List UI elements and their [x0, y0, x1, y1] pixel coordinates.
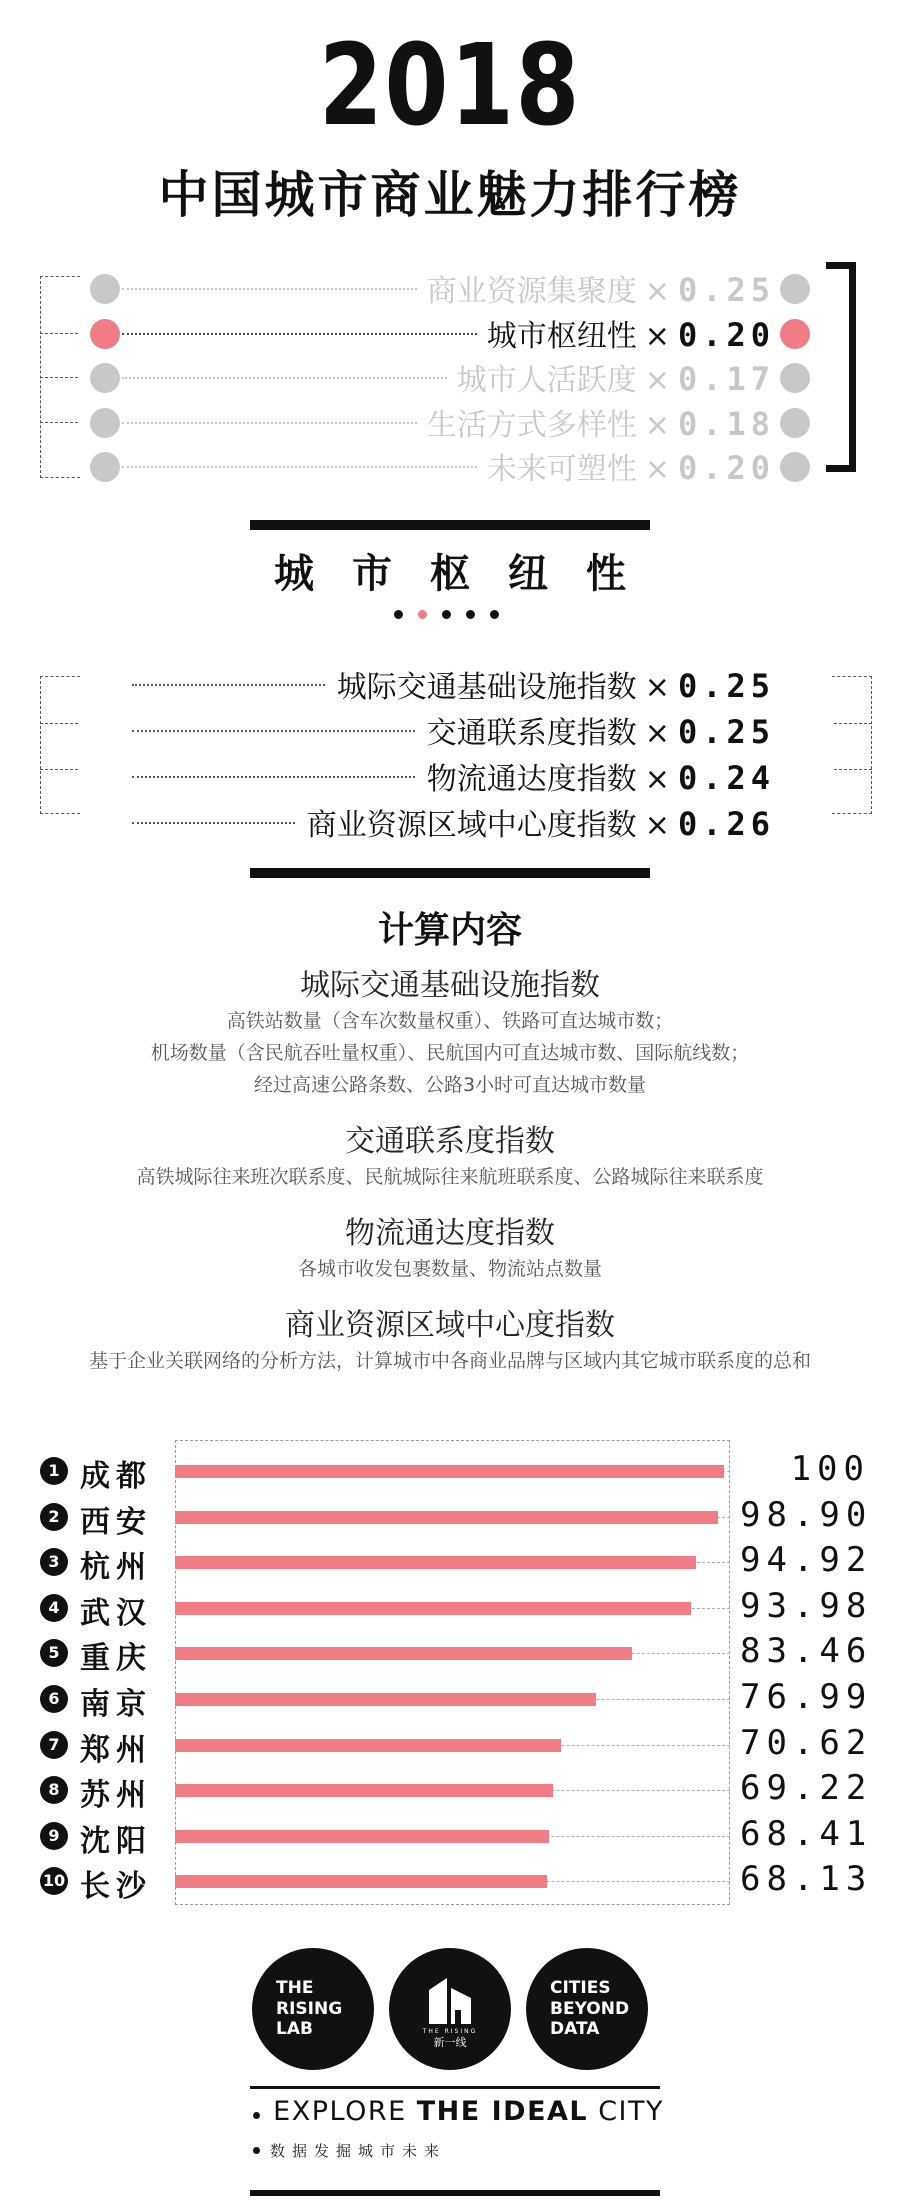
- bar: [175, 1693, 596, 1706]
- sub-index-label: [307, 800, 775, 844]
- rank-number: 1: [40, 1457, 68, 1485]
- sub-index-label: [427, 708, 775, 752]
- calc-item-desc: 机场数量（含民航吞吐量权重）、民航国内可直达城市数、国际航线数；: [150, 1042, 750, 1064]
- value-label: 68.41: [740, 1813, 873, 1854]
- factor-row: [0, 351, 900, 398]
- rank-number: 6: [40, 1685, 68, 1713]
- left-dashed-tick: [40, 769, 78, 770]
- factor-label: [427, 400, 775, 444]
- value-label: 70.62: [740, 1722, 873, 1763]
- subline: 数据发掘城市未来: [270, 2142, 447, 2160]
- factor-name: 商业资源集聚度: [426, 274, 637, 309]
- value-label: 76.99: [740, 1677, 873, 1717]
- factor-weight: 0.18: [677, 404, 775, 443]
- rank-row: [0, 1813, 900, 1859]
- rank-number: 8: [40, 1776, 68, 1804]
- value-label: 83.46: [740, 1631, 873, 1672]
- sub-index-name: 城际交通基础设施指数: [336, 670, 637, 705]
- rank-number: 10: [40, 1867, 68, 1895]
- value-label: 68.13: [740, 1859, 873, 1900]
- bar: [175, 1875, 547, 1888]
- city-name: 西安: [80, 1504, 152, 1540]
- rank-number: 7: [40, 1731, 68, 1759]
- city-name: 南京: [80, 1687, 152, 1722]
- factor-name: 城市人活跃度: [456, 363, 637, 398]
- right-dashed-tick: [834, 769, 872, 770]
- ranking-chart: [0, 1440, 900, 1910]
- footer-divider: [250, 2086, 660, 2089]
- page-dot: [490, 610, 499, 619]
- factor-dot: [90, 274, 120, 304]
- factor-bracket: [826, 262, 856, 472]
- city-name: 沈阳: [80, 1823, 152, 1859]
- city-name: 长沙: [80, 1869, 152, 1905]
- city-name: 武汉: [80, 1595, 152, 1631]
- right-dashed-tick: [834, 723, 872, 724]
- calc-item-desc: 基于企业关联网络的分析方法，计算城市中各商业品牌与区域内其它城市联系度的总和: [88, 1350, 811, 1372]
- factor-name: 未来可塑性: [486, 452, 637, 487]
- calc-item-name: 城际交通基础设施指数: [300, 968, 600, 1003]
- multiply-sign: ×: [644, 670, 670, 705]
- factor-dot: [780, 319, 810, 349]
- factor-dot: [780, 363, 810, 393]
- tagline-light: EXPLORE: [273, 2096, 417, 2127]
- factor-row: [0, 262, 900, 309]
- rank-number: 9: [40, 1822, 68, 1850]
- building-icon: [427, 1976, 473, 2026]
- factor-label: [457, 355, 775, 399]
- sub-index-weight: 0.26: [677, 805, 775, 843]
- rank-row: [0, 1722, 900, 1768]
- factor-weight: 0.25: [677, 271, 775, 309]
- sub-index-row: [0, 660, 900, 706]
- sub-index-weight: 0.25: [677, 667, 775, 705]
- factor-label: [487, 444, 775, 488]
- bar: [175, 1511, 718, 1524]
- rank-row: [0, 1448, 900, 1494]
- rank-row: [0, 1585, 900, 1631]
- divider-bar: [250, 868, 650, 878]
- factor-weight: 0.20: [677, 449, 775, 487]
- factor-leader-line: [122, 333, 477, 335]
- rank-row: [0, 1630, 900, 1676]
- factor-row: [0, 396, 900, 443]
- left-dashed-tick: [40, 723, 78, 724]
- rank-row: [0, 1539, 900, 1585]
- value-label: 93.98: [740, 1585, 873, 1626]
- multiply-sign: ×: [644, 318, 670, 354]
- calc-item-desc: 各城市收发包裹数量、物流站点数量: [297, 1258, 602, 1280]
- sub-leader-line: [132, 730, 415, 732]
- factor-name: 生活方式多样性: [426, 407, 637, 443]
- footer-bottom-bar: [250, 2190, 660, 2196]
- factor-leader-line: [122, 377, 447, 379]
- cities-beyond-data-logo: [526, 1948, 648, 2070]
- bar: [175, 1465, 724, 1478]
- bar: [175, 1784, 553, 1797]
- multiply-sign: ×: [644, 808, 670, 843]
- rank-number: 5: [40, 1639, 68, 1667]
- sub-index-name: 物流通达度指数: [426, 762, 637, 797]
- bar: [175, 1830, 549, 1843]
- bullet-dot: [253, 2147, 260, 2154]
- factor-leader-line: [122, 288, 417, 290]
- bar: [175, 1602, 691, 1615]
- logo-label: CITIES BEYOND DATA: [550, 1978, 630, 2040]
- city-name: 成都: [80, 1459, 152, 1494]
- page-title: 中国城市商业魅力排行榜: [158, 166, 742, 224]
- value-label: 98.90: [740, 1494, 873, 1535]
- sub-index-row: [0, 706, 900, 752]
- city-name: 郑州: [80, 1732, 152, 1768]
- city-name: 杭州: [80, 1550, 152, 1586]
- multiply-sign: ×: [644, 274, 670, 309]
- sub-index-label: [427, 754, 775, 798]
- value-label: 69.22: [740, 1768, 873, 1809]
- sub-leader-line: [132, 822, 295, 824]
- factor-left-tick: [40, 377, 78, 378]
- left-dashed-bracket: [40, 676, 80, 814]
- calc-item-desc: 高铁城际往来班次联系度、民航城际往来航班联系度、公路城际往来联系度: [136, 1166, 764, 1188]
- factor-weight: 0.17: [677, 360, 775, 398]
- city-name: 苏州: [80, 1778, 152, 1814]
- factor-dot: [90, 408, 120, 438]
- factor-leader-line: [122, 422, 417, 424]
- logo-small-text: THE RISING: [422, 2028, 478, 2035]
- multiply-sign: ×: [644, 407, 670, 443]
- bar: [175, 1556, 696, 1569]
- factor-dot: [780, 452, 810, 482]
- multiply-sign: ×: [644, 452, 670, 487]
- factor-row: [0, 307, 900, 354]
- multiply-sign: ×: [644, 762, 670, 797]
- factor-dot: [90, 363, 120, 393]
- rank-number: 2: [40, 1503, 68, 1531]
- sub-index-row: [0, 798, 900, 844]
- page-dot: [442, 610, 451, 619]
- calc-item-name: 商业资源区域中心度指数: [285, 1308, 615, 1343]
- sub-leader-line: [132, 684, 325, 686]
- new-tier-logo: [389, 1948, 511, 2070]
- factor-weight: 0.20: [677, 315, 775, 354]
- factor-label: [487, 311, 775, 355]
- rising-lab-logo: [252, 1948, 374, 2070]
- calc-item-name: 交通联系度指数: [345, 1124, 555, 1159]
- value-label: 100: [790, 1449, 870, 1489]
- factor-dot: [780, 408, 810, 438]
- page-dot: [466, 610, 475, 619]
- tagline-end: CITY: [588, 2096, 665, 2127]
- section-title: 城市枢纽性: [274, 551, 664, 597]
- calc-title: 计算内容: [377, 910, 522, 951]
- calc-item-desc: 高铁站数量（含车次数量权重）、铁路可直达城市数；: [226, 1010, 674, 1032]
- right-dashed-bracket: [832, 676, 872, 814]
- sub-leader-line: [132, 776, 415, 778]
- factor-dot: [90, 319, 120, 349]
- logo-label: 新一线: [433, 2036, 467, 2049]
- rank-row: [0, 1494, 900, 1540]
- factor-left-tick: [40, 333, 78, 334]
- factor-leader-line: [122, 466, 477, 468]
- multiply-sign: ×: [644, 363, 670, 398]
- multiply-sign: ×: [644, 716, 670, 751]
- value-label: 94.92: [740, 1540, 873, 1581]
- rank-number: 4: [40, 1594, 68, 1622]
- sub-index-row: [0, 752, 900, 798]
- sub-index-name: 交通联系度指数: [426, 716, 637, 751]
- factor-left-tick: [40, 422, 78, 423]
- sub-index-name: 商业资源区域中心度指数: [306, 808, 637, 843]
- rank-row: [0, 1767, 900, 1813]
- page-dot: [418, 610, 427, 619]
- tagline: [253, 2096, 664, 2127]
- city-name: 重庆: [80, 1641, 152, 1677]
- sub-index-weight: 0.24: [677, 759, 775, 797]
- bar: [175, 1739, 561, 1752]
- logo-label: THE RISING LAB: [276, 1978, 343, 2040]
- rank-row: [0, 1858, 900, 1904]
- year-heading: 2018: [318, 21, 582, 151]
- factor-dot: [780, 274, 810, 304]
- calc-item-desc: 经过高速公路条数、公路3小时可直达城市数量: [253, 1074, 647, 1096]
- bar: [175, 1647, 632, 1660]
- factor-dot: [90, 452, 120, 482]
- factor-name: 城市枢纽性: [486, 318, 637, 354]
- sub-index-weight: 0.25: [677, 713, 775, 751]
- divider-bar: [250, 520, 650, 530]
- factor-label: [427, 266, 775, 310]
- page-dot: [394, 610, 403, 619]
- tagline-bold: THE IDEAL: [416, 2096, 589, 2127]
- sub-index-label: [337, 662, 775, 706]
- rank-row: [0, 1676, 900, 1722]
- factor-row: [0, 440, 900, 487]
- rank-number: 3: [40, 1548, 68, 1576]
- calc-item-name: 物流通达度指数: [345, 1216, 555, 1251]
